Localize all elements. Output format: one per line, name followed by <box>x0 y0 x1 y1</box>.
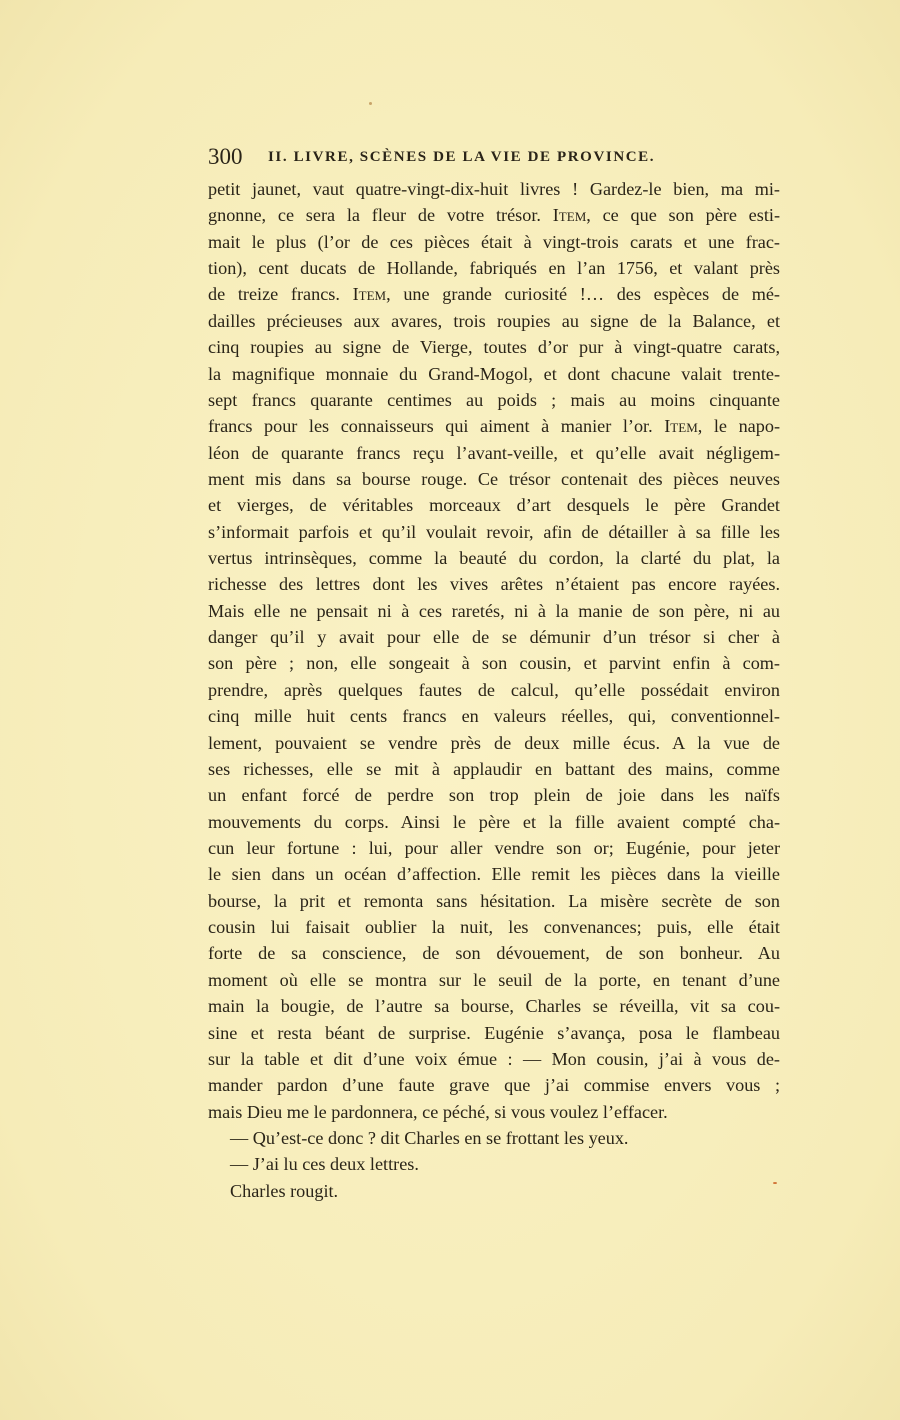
text-line <box>208 809 780 835</box>
small-caps-word: Item <box>664 416 698 437</box>
text-segment: , une grande curiosité !… des espèces de mé- <box>386 284 780 305</box>
text-segment: sept francs quarante centimes au poids ; mais au moins cinquante <box>208 389 780 410</box>
text-line <box>208 940 780 966</box>
text-line <box>208 1020 780 1046</box>
small-caps-word: Item <box>552 205 587 226</box>
text-segment: petit jaunet, vaut quatre-vingt-dix-huit livres ! Gardez-le bien, ma mi- <box>208 179 780 199</box>
text-line <box>208 440 780 466</box>
text-segment: et vierges, de véritables morceaux d’art desquels le père Grandet <box>208 495 780 516</box>
text-line <box>208 835 780 861</box>
text-segment: cousin lui faisait oublier la nuit, les convenances; puis, elle était <box>208 917 780 938</box>
running-title: II. LIVRE, SCÈNES DE LA VIE DE PROVINCE. <box>268 149 656 165</box>
text-segment: Charles rougit. <box>230 1180 339 1201</box>
text-segment: ses richesses, elle se mit à applaudir en battant des mains, comme <box>208 758 780 779</box>
text-segment: danger qu’il y avait pour elle de se démunir d’un trésor si cher à <box>208 627 780 648</box>
text-segment: francs pour les connaisseurs qui aiment à manier l’or. <box>208 416 665 437</box>
text-line <box>208 308 780 334</box>
text-segment: Mais elle ne pensait ni à ces raretés, ni à la manie de son père, ni au <box>208 600 780 621</box>
text-line <box>208 1046 780 1072</box>
text-segment: — Qu’est-ce donc ? dit Charles en se frottant les yeux. <box>230 1127 629 1148</box>
small-caps-word: Item <box>352 284 387 305</box>
text-segment: , le napo- <box>697 416 780 437</box>
text-segment: s’informait parfois et qu’il voulait revoir, afin de détailler à sa fille les <box>208 521 780 542</box>
text-segment: main la bougie, de l’autre sa bourse, Charles se réveilla, vit sa cou- <box>208 996 780 1017</box>
text-line <box>208 255 780 281</box>
text-line <box>208 1125 780 1151</box>
text-line <box>208 413 780 439</box>
text-line <box>208 176 780 202</box>
text-segment: dailles précieuses aux avares, trois roupies au signe de la Balance, et <box>208 310 780 331</box>
text-line <box>208 519 780 545</box>
text-line <box>208 387 780 413</box>
text-line <box>208 914 780 940</box>
text-segment: sine et resta béant de surprise. Eugénie s’avança, posa le flambeau <box>208 1022 780 1043</box>
page-number: 300 <box>208 144 243 169</box>
text-line <box>208 624 780 650</box>
text-line <box>208 650 780 676</box>
text-segment: mait le plus (l’or de ces pièces était à vingt-trois carats et une frac- <box>208 231 780 252</box>
text-segment: la magnifique monnaie du Grand-Mogol, et dont chacune valait trente- <box>208 363 780 384</box>
text-line <box>208 703 780 729</box>
text-line <box>208 545 780 571</box>
paper-speck <box>369 102 372 105</box>
text-segment: mouvements du corps. Ainsi le père et la fille avaient compté cha- <box>208 811 780 832</box>
text-line <box>208 993 780 1019</box>
text-line <box>208 202 780 228</box>
text-segment: son père ; non, elle songeait à son cousin, et parvint enfin à com- <box>208 653 780 674</box>
text-line <box>208 334 780 360</box>
text-segment: un enfant forcé de perdre son trop plein de joie dans les naïfs <box>208 785 780 806</box>
text-segment: lement, pouvaient se vendre près de deux mille écus. A la vue de <box>208 732 780 753</box>
text-line <box>208 361 780 387</box>
text-segment: cinq roupies au signe de Vierge, toutes d’or pur à vingt-quatre carats, <box>208 337 780 358</box>
text-line <box>208 492 780 518</box>
text-line <box>208 861 780 887</box>
text-segment: forte de sa conscience, de son dévouement, de son bonheur. Au <box>208 943 780 964</box>
text-segment: de treize francs. <box>208 284 353 305</box>
text-line <box>208 598 780 624</box>
text-line <box>208 1099 780 1125</box>
text-line <box>208 756 780 782</box>
text-line <box>208 229 780 255</box>
text-segment: prendre, après quelques fautes de calcul, qu’elle possédait environ <box>208 679 780 700</box>
text-line <box>208 1151 780 1177</box>
text-line <box>208 466 780 492</box>
body-text <box>208 176 780 1204</box>
text-line <box>208 1072 780 1098</box>
text-line <box>208 730 780 756</box>
text-line <box>208 782 780 808</box>
text-line <box>208 1178 780 1204</box>
text-segment: ment mis dans sa bourse rouge. Ce trésor contenait des pièces neuves <box>208 468 780 489</box>
text-segment: vertus intrinsèques, comme la beauté du cordon, la clarté du plat, la <box>208 548 780 569</box>
text-segment: léon de quarante francs reçu l’avant-veille, et qu’elle avait négligem- <box>208 442 780 463</box>
text-segment: gnonne, ce sera la fleur de votre trésor. <box>208 205 553 226</box>
text-line <box>208 967 780 993</box>
text-segment: mander pardon d’une faute grave que j’ai commise envers vous ; <box>208 1075 780 1096</box>
text-line <box>208 571 780 597</box>
text-line <box>208 677 780 703</box>
text-segment: — J’ai lu ces deux lettres. <box>230 1154 419 1175</box>
text-segment: richesse des lettres dont les vives arêtes n’étaient pas encore rayées. <box>208 574 780 595</box>
text-segment: mais Dieu me le pardonnera, ce péché, si vous voulez l’effacer. <box>208 1101 668 1122</box>
text-line <box>208 281 780 307</box>
text-segment: cinq mille huit cents francs en valeurs réelles, qui, conventionnel- <box>208 706 780 727</box>
text-segment: tion), cent ducats de Hollande, fabriqués en l’an 1756, et valant près <box>208 258 780 279</box>
text-segment: le sien dans un océan d’affection. Elle remit les pièces dans la vieille <box>208 864 780 885</box>
text-segment: moment où elle se montra sur le seuil de la porte, en tenant d’une <box>208 969 780 990</box>
text-line <box>208 888 780 914</box>
page-header <box>208 144 708 172</box>
text-segment: , ce que son père esti- <box>586 205 780 226</box>
text-segment: sur la table et dit d’une voix émue : — Mon cousin, j’ai à vous de- <box>208 1048 780 1069</box>
text-segment: bourse, la prit et remonta sans hésitation. La misère secrète de son <box>208 890 780 911</box>
text-segment: cun leur fortune : lui, pour aller vendre son or; Eugénie, pour jeter <box>208 837 780 858</box>
